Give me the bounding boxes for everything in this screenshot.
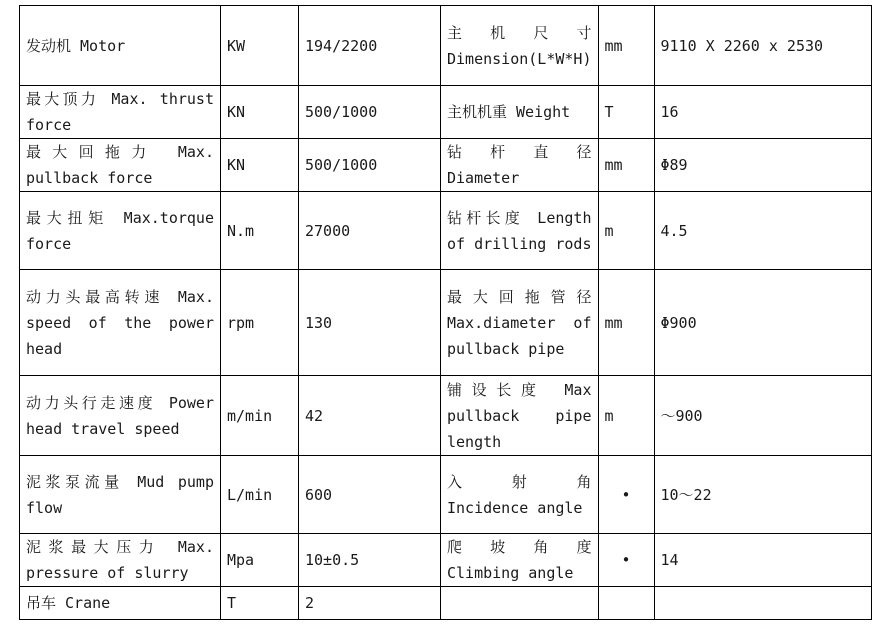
param-name: 吊车 Crane <box>20 587 221 620</box>
table-row <box>20 587 872 620</box>
unit: KN <box>221 139 299 192</box>
unit: KW <box>221 6 299 86</box>
unit: mm <box>598 270 654 376</box>
unit: Mpa <box>221 534 299 587</box>
param-name: 主机机重 Weight <box>441 86 599 139</box>
param-name: 最大回拖力 Max. pullback force <box>20 139 221 192</box>
param-name <box>441 587 599 620</box>
value: 500/1000 <box>299 139 441 192</box>
unit: m <box>598 192 654 270</box>
table-row <box>20 534 872 587</box>
param-name: 爬 坡 角 度 Climbing angle <box>441 534 599 587</box>
unit <box>598 587 654 620</box>
value: ～900 <box>654 376 871 456</box>
table-row <box>20 86 872 139</box>
unit: mm <box>598 6 654 86</box>
param-name: 动力头行走速度 Power head travel speed <box>20 376 221 456</box>
param-name: 发动机 Motor <box>20 6 221 86</box>
unit: KN <box>221 86 299 139</box>
value: 10±0.5 <box>299 534 441 587</box>
param-name: 动力头最高转速 Max. speed of the power head <box>20 270 221 376</box>
param-name: 最大回拖管径 Max.diameter of pullback pipe <box>441 270 599 376</box>
value <box>654 587 871 620</box>
unit: rpm <box>221 270 299 376</box>
table-row <box>20 456 872 534</box>
param-name: 钻杆长度 Length of drilling rods <box>441 192 599 270</box>
param-name: 铺设长度 Max pullback pipe length <box>441 376 599 456</box>
unit: mm <box>598 139 654 192</box>
value: 500/1000 <box>299 86 441 139</box>
value: 10～22 <box>654 456 871 534</box>
value: 130 <box>299 270 441 376</box>
value: 4.5 <box>654 192 871 270</box>
unit: m <box>598 376 654 456</box>
table-row <box>20 139 872 192</box>
spec-table <box>19 5 872 620</box>
value: Φ89 <box>654 139 871 192</box>
value: 600 <box>299 456 441 534</box>
value: 9110 X 2260 x 2530 <box>654 6 871 86</box>
param-name: 最大扭矩 Max.torque force <box>20 192 221 270</box>
value: Φ900 <box>654 270 871 376</box>
param-name: 入 射 角 Incidence angle <box>441 456 599 534</box>
value: 42 <box>299 376 441 456</box>
value: 27000 <box>299 192 441 270</box>
unit: m/min <box>221 376 299 456</box>
param-name: 主 机 尺 寸 Dimension(L*W*H) <box>441 6 599 86</box>
param-name: 泥浆泵流量 Mud pump flow <box>20 456 221 534</box>
unit: • <box>598 534 654 587</box>
value: 14 <box>654 534 871 587</box>
unit: • <box>598 456 654 534</box>
unit: T <box>221 587 299 620</box>
unit: N.m <box>221 192 299 270</box>
param-name: 最大顶力 Max. thrust force <box>20 86 221 139</box>
table-row <box>20 192 872 270</box>
unit: L/min <box>221 456 299 534</box>
param-name: 泥浆最大压力 Max. pressure of slurry <box>20 534 221 587</box>
unit: T <box>598 86 654 139</box>
value: 194/2200 <box>299 6 441 86</box>
value: 2 <box>299 587 441 620</box>
table-row <box>20 6 872 86</box>
value: 16 <box>654 86 871 139</box>
param-name: 钻 杆 直 径 Diameter <box>441 139 599 192</box>
table-row <box>20 376 872 456</box>
table-row <box>20 270 872 376</box>
